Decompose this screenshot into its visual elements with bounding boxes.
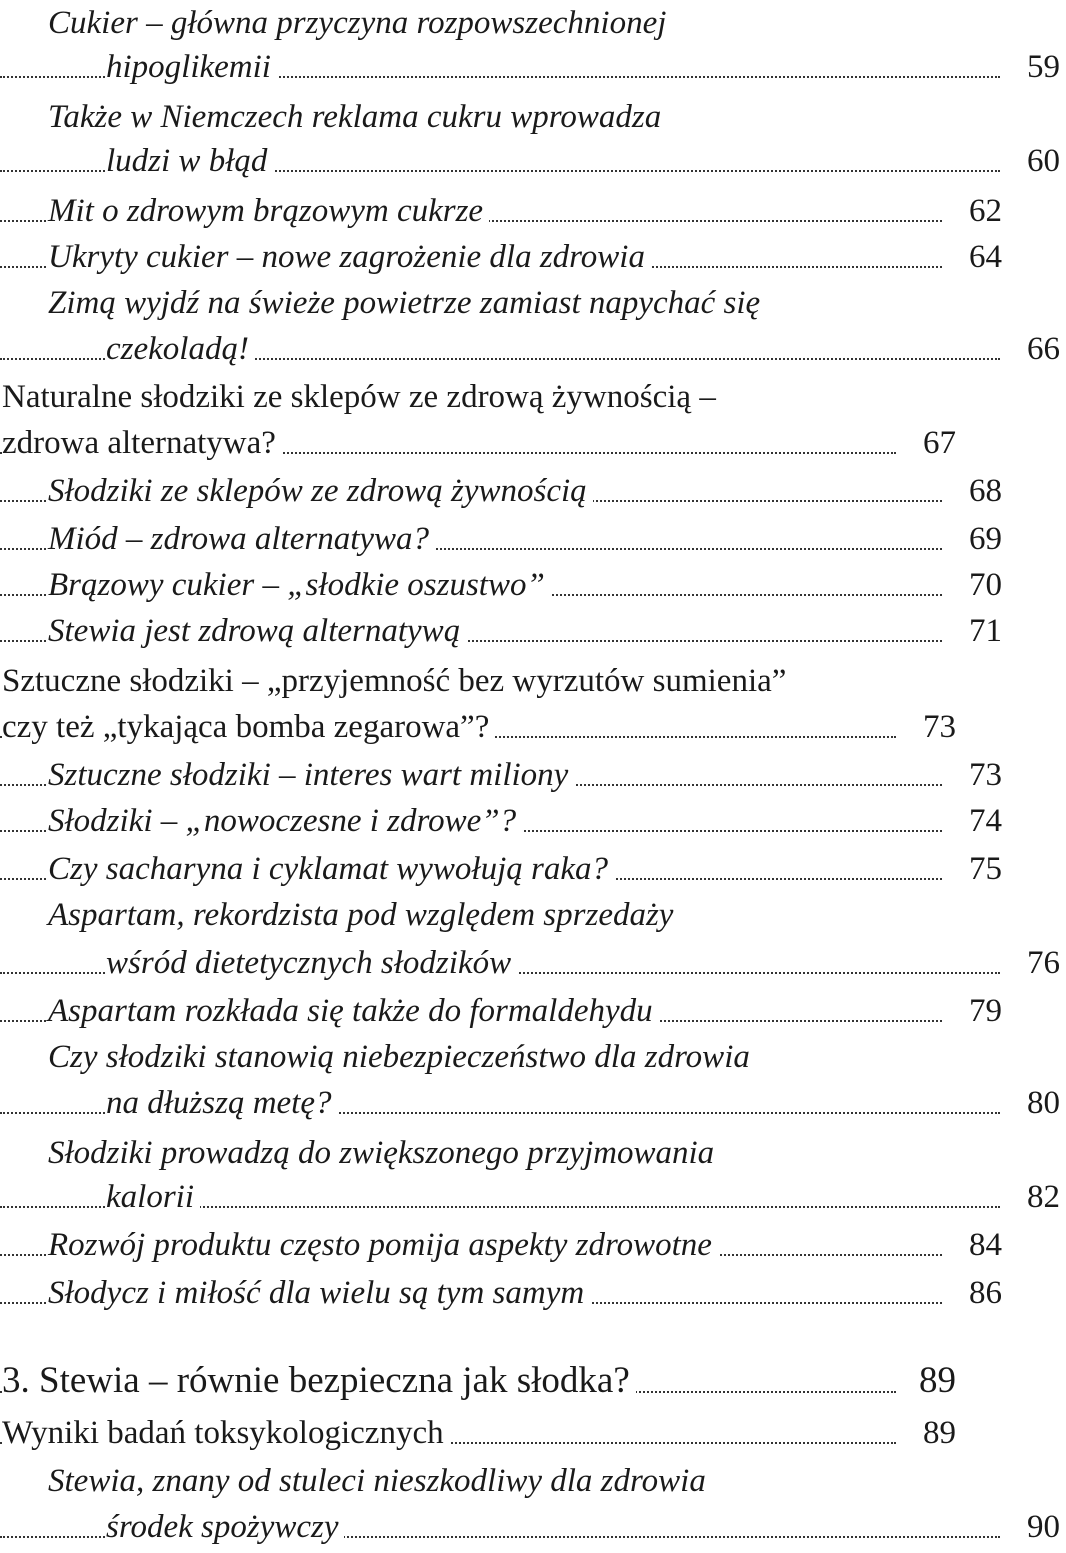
toc-entry <box>0 658 962 704</box>
toc-entry <box>0 44 1066 90</box>
toc-entry-title: Zimą wyjdź na świeże powietrze zamiast napychać się <box>48 280 766 326</box>
toc-entry-title: Sztuczne słodziki – interes wart miliony <box>48 752 574 798</box>
toc-entry <box>0 138 1066 184</box>
toc-page-number: 76 <box>1017 940 1060 986</box>
toc-entry-title: wśród dietetycznych słodzików <box>106 940 517 986</box>
toc-entry-title: Słodziki – „nowoczesne i zdrowe”? <box>48 798 522 844</box>
toc-entry <box>0 0 1008 46</box>
toc-entry <box>0 188 1008 234</box>
toc-page-number: 73 <box>959 752 1002 798</box>
toc-page-number: 74 <box>959 798 1002 844</box>
toc-entry-title: Czy słodziki stanowią niebezpieczeństwo dla zdrowia <box>48 1034 756 1080</box>
toc-entry <box>0 1504 1066 1550</box>
toc-page-number: 89 <box>913 1410 956 1456</box>
toc-page-number: 82 <box>1017 1174 1060 1220</box>
toc-entry-title: Cukier – główna przyczyna rozpowszechnionej <box>48 0 672 46</box>
toc-entry-title: 3. Stewia – równie bezpieczna jak słodka? <box>2 1356 636 1406</box>
toc-entry-title: Słodziki prowadzą do zwiększonego przyjmowania <box>48 1130 720 1176</box>
toc-entry <box>0 608 1008 654</box>
toc-entry-title: Miód – zdrowa alternatywa? <box>48 516 435 562</box>
toc-page-number: 59 <box>1017 44 1060 90</box>
toc-page-number: 75 <box>959 846 1002 892</box>
toc-page-number: 67 <box>913 420 956 466</box>
toc-entry-title: Także w Niemczech reklama cukru wprowadza <box>48 94 667 140</box>
toc-entry-title: Słodycz i miłość dla wielu są tym samym <box>48 1270 590 1316</box>
toc-entry <box>0 94 1008 140</box>
toc-chapter-heading <box>0 1356 962 1406</box>
toc-entry <box>0 374 962 420</box>
toc-entry-title: Brązowy cukier – „słodkie oszustwo” <box>48 562 551 608</box>
toc-entry-title: czy też „tykająca bomba zegarowa”? <box>2 704 495 750</box>
toc-entry <box>0 420 962 466</box>
toc-entry <box>0 326 1066 372</box>
toc-entry <box>0 1410 962 1456</box>
toc-entry-title: Stewia, znany od stuleci nieszkodliwy dla zdrowia <box>48 1458 712 1504</box>
toc-entry-title: ludzi w błąd <box>106 138 273 184</box>
toc-page-number: 90 <box>1017 1504 1060 1550</box>
toc-entry-title: kalorii <box>106 1174 200 1220</box>
toc-page-number: 62 <box>959 188 1002 234</box>
toc-entry <box>0 1222 1008 1268</box>
toc-entry-title: Aspartam rozkłada się także do formaldehydu <box>48 988 659 1034</box>
toc-entry <box>0 1458 1008 1504</box>
toc-entry <box>0 846 1008 892</box>
toc-page-number: 71 <box>959 608 1002 654</box>
toc-page-number: 84 <box>959 1222 1002 1268</box>
toc-page-number: 68 <box>959 468 1002 514</box>
toc-page-number: 64 <box>959 234 1002 280</box>
toc-entry <box>0 280 1008 326</box>
toc-entry-title: czekoladą! <box>106 326 255 372</box>
toc-entry-title: Ukryty cukier – nowe zagrożenie dla zdrowia <box>48 234 651 280</box>
toc-page-number: 60 <box>1017 138 1060 184</box>
toc-entry <box>0 562 1008 608</box>
toc-entry <box>0 234 1008 280</box>
toc-entry-title: Sztuczne słodziki – „przyjemność bez wyrzutów sumienia” <box>2 658 792 704</box>
toc-entry <box>0 704 962 750</box>
toc-entry <box>0 1130 1008 1176</box>
toc-entry <box>0 468 1008 514</box>
toc-page-number: 69 <box>959 516 1002 562</box>
toc-page-number: 70 <box>959 562 1002 608</box>
toc-entry-title: na dłuższą metę? <box>106 1080 338 1126</box>
toc-entry-title: Czy sacharyna i cyklamat wywołują raka? <box>48 846 614 892</box>
toc-entry <box>0 752 1008 798</box>
toc-entry <box>0 1034 1008 1080</box>
toc-page-number: 73 <box>913 704 956 750</box>
toc-page-number: 80 <box>1017 1080 1060 1126</box>
toc-page-number: 86 <box>959 1270 1002 1316</box>
toc-entry-title: Aspartam, rekordzista pod względem sprzedaży <box>48 892 679 938</box>
toc-entry-title: Rozwój produktu często pomija aspekty zdrowotne <box>48 1222 718 1268</box>
toc-entry <box>0 1174 1066 1220</box>
toc-entry <box>0 1270 1008 1316</box>
toc-entry-title: środek spożywczy <box>106 1504 344 1550</box>
toc-page-number: 66 <box>1017 326 1060 372</box>
toc-entry <box>0 940 1066 986</box>
toc-entry-title: Mit o zdrowym brązowym cukrze <box>48 188 489 234</box>
toc-page-number: 89 <box>909 1356 956 1406</box>
toc-entry <box>0 988 1008 1034</box>
toc-entry <box>0 892 1008 938</box>
toc-entry <box>0 798 1008 844</box>
toc-entry-title: hipoglikemii <box>106 44 277 90</box>
toc-entry-title: Słodziki ze sklepów ze zdrową żywnością <box>48 468 593 514</box>
toc-entry-title: zdrowa alternatywa? <box>2 420 282 466</box>
toc-entry <box>0 516 1008 562</box>
toc-entry <box>0 1080 1066 1126</box>
toc-entry-title: Naturalne słodziki ze sklepów ze zdrową żywnością – <box>2 374 722 420</box>
toc-entry-title: Stewia jest zdrową alternatywą <box>48 608 466 654</box>
toc-entry-title: Wyniki badań toksykologicznych <box>2 1410 450 1456</box>
toc-page-number: 79 <box>959 988 1002 1034</box>
